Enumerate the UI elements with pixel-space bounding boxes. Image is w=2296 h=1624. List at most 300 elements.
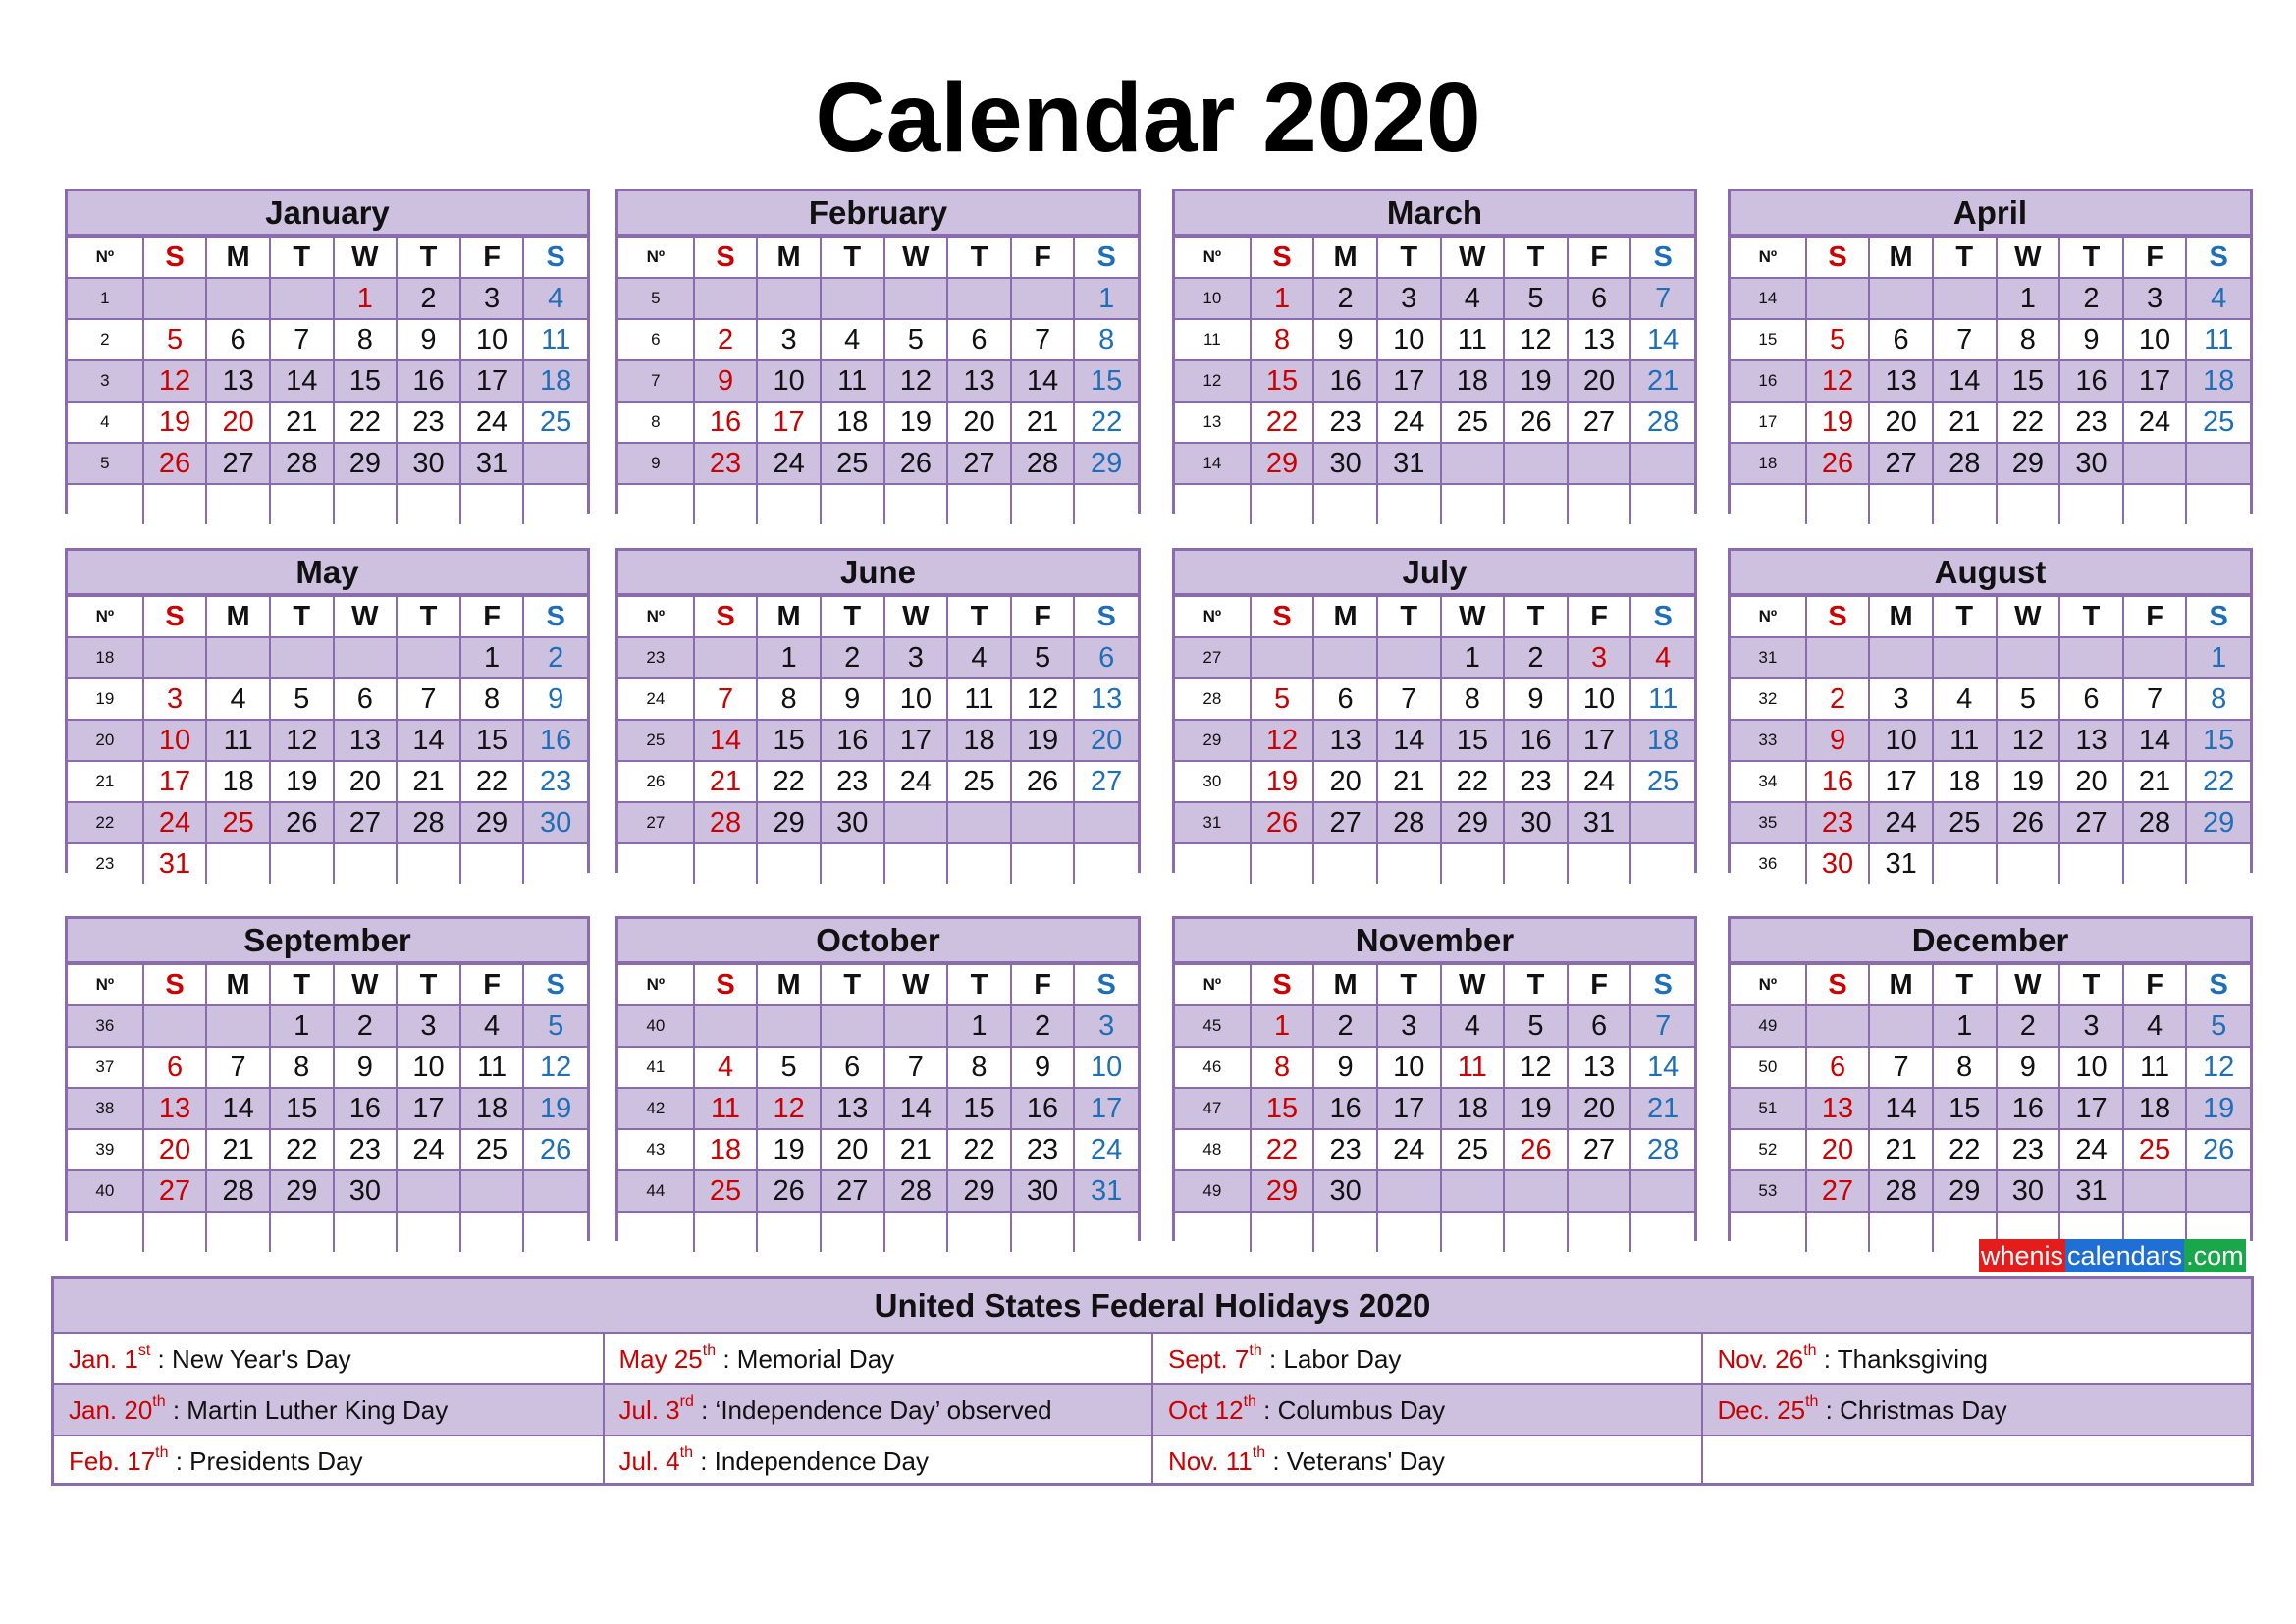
week-number: 49	[1175, 1170, 1251, 1212]
day-cell: 12	[1997, 720, 2060, 761]
day-cell	[1377, 1170, 1441, 1212]
week-row	[1175, 402, 1694, 443]
weekday-header-row	[1175, 964, 1694, 1005]
holiday-cell	[54, 1334, 604, 1384]
week-row	[1175, 319, 1694, 360]
day-cell: 3	[2123, 278, 2187, 319]
day-cell: 24	[2123, 402, 2187, 443]
day-cell: 2	[1313, 278, 1377, 319]
weekday-header: F	[2123, 596, 2187, 637]
week-number: 8	[618, 402, 694, 443]
weekday-header: T	[1933, 237, 1997, 278]
day-cell: 4	[694, 1047, 758, 1088]
week-number-header: Nº	[1175, 596, 1251, 637]
day-cell	[523, 443, 587, 484]
day-cell: 21	[1933, 402, 1997, 443]
month-october	[615, 916, 1141, 1241]
day-cell: 27	[1869, 443, 1933, 484]
week-row	[1175, 678, 1694, 720]
day-cell: 25	[1630, 761, 1694, 802]
week-number: 50	[1731, 1047, 1806, 1088]
holiday-cell	[1702, 1334, 2252, 1384]
weekday-header: T	[821, 237, 884, 278]
day-cell: 26	[1251, 802, 1314, 843]
day-cell: 4	[1630, 637, 1694, 678]
day-cell	[2059, 843, 2123, 884]
day-cell: 19	[143, 402, 207, 443]
holiday-date-suffix: th	[1252, 1443, 1266, 1461]
day-cell	[2186, 1170, 2250, 1212]
day-cell: 18	[2123, 1088, 2187, 1129]
day-cell: 19	[757, 1129, 821, 1170]
weekday-header: W	[334, 596, 398, 637]
week-row	[618, 678, 1138, 720]
week-number: 1	[68, 278, 143, 319]
day-cell: 11	[694, 1088, 758, 1129]
week-row	[68, 1129, 587, 1170]
week-number: 32	[1731, 678, 1806, 720]
week-row	[68, 1047, 587, 1088]
week-number-header: Nº	[1175, 237, 1251, 278]
day-cell: 22	[947, 1129, 1011, 1170]
brand-logo	[1979, 1239, 2246, 1272]
day-cell: 12	[1011, 678, 1075, 720]
week-number: 23	[68, 843, 143, 884]
day-cell: 8	[2186, 678, 2250, 720]
day-cell: 6	[1869, 319, 1933, 360]
weekday-header: W	[1997, 596, 2060, 637]
day-cell: 25	[523, 402, 587, 443]
week-number: 7	[618, 360, 694, 402]
day-cell: 1	[947, 1005, 1011, 1047]
week-row	[68, 1005, 587, 1047]
day-cell	[1313, 484, 1377, 524]
day-cell: 25	[1441, 402, 1505, 443]
week-number: 45	[1175, 1005, 1251, 1047]
day-cell: 22	[460, 761, 524, 802]
day-cell	[1933, 637, 1997, 678]
day-cell: 28	[206, 1170, 270, 1212]
day-cell: 1	[334, 278, 398, 319]
weekday-header: W	[1441, 237, 1505, 278]
day-cell: 12	[1806, 360, 1870, 402]
day-cell: 25	[2186, 402, 2250, 443]
holiday-name: : Independence Day	[693, 1445, 929, 1476]
day-cell: 26	[270, 802, 334, 843]
weekday-header: S	[694, 237, 758, 278]
week-number: 43	[618, 1129, 694, 1170]
month-name: December	[1731, 919, 2250, 963]
month-name: January	[68, 191, 587, 236]
month-name: October	[618, 919, 1138, 963]
day-cell: 23	[821, 761, 884, 802]
week-number-header: Nº	[1731, 237, 1806, 278]
day-cell: 28	[884, 1170, 948, 1212]
day-cell: 17	[460, 360, 524, 402]
day-cell: 13	[1568, 319, 1631, 360]
day-cell: 15	[1074, 360, 1138, 402]
day-cell: 19	[1251, 761, 1314, 802]
day-cell: 15	[2186, 720, 2250, 761]
week-number-header: Nº	[618, 596, 694, 637]
month-grid	[1731, 236, 2250, 524]
day-cell: 6	[334, 678, 398, 720]
day-cell: 8	[334, 319, 398, 360]
day-cell: 24	[884, 761, 948, 802]
day-cell	[1630, 1212, 1694, 1252]
weekday-header: S	[1074, 596, 1138, 637]
day-cell: 30	[1997, 1170, 2060, 1212]
month-grid	[1175, 963, 1694, 1252]
holiday-date: Jan. 1	[69, 1343, 138, 1374]
week-row	[1731, 1047, 2250, 1088]
holiday-cell	[1152, 1334, 1702, 1384]
day-cell: 29	[1251, 443, 1314, 484]
weekday-header: W	[884, 237, 948, 278]
day-cell: 13	[1869, 360, 1933, 402]
day-cell: 10	[397, 1047, 460, 1088]
weekday-header: S	[1806, 237, 1870, 278]
day-cell: 5	[1011, 637, 1075, 678]
holiday-cell	[604, 1435, 1153, 1486]
weekday-header: T	[1377, 964, 1441, 1005]
day-cell: 16	[1313, 1088, 1377, 1129]
day-cell: 23	[1806, 802, 1870, 843]
day-cell: 14	[1933, 360, 1997, 402]
day-cell	[694, 1212, 758, 1252]
day-cell: 14	[1377, 720, 1441, 761]
month-name: June	[618, 551, 1138, 595]
day-cell: 19	[1997, 761, 2060, 802]
day-cell: 30	[1806, 843, 1870, 884]
day-cell	[1074, 1212, 1138, 1252]
day-cell: 3	[1869, 678, 1933, 720]
day-cell: 5	[1806, 319, 1870, 360]
day-cell	[2186, 843, 2250, 884]
week-number	[618, 1212, 694, 1252]
day-cell: 18	[1933, 761, 1997, 802]
day-cell: 5	[523, 1005, 587, 1047]
day-cell	[1630, 484, 1694, 524]
day-cell: 3	[460, 278, 524, 319]
day-cell	[460, 1170, 524, 1212]
week-row	[1175, 1212, 1694, 1252]
day-cell: 11	[2123, 1047, 2187, 1088]
month-june	[615, 548, 1141, 873]
day-cell	[1568, 843, 1631, 884]
day-cell: 5	[270, 678, 334, 720]
day-cell: 22	[334, 402, 398, 443]
day-cell	[1441, 443, 1505, 484]
week-number: 30	[1175, 761, 1251, 802]
day-cell: 8	[460, 678, 524, 720]
holiday-cell	[54, 1384, 604, 1435]
day-cell: 9	[1504, 678, 1568, 720]
weekday-header: W	[884, 596, 948, 637]
holiday-name: : Martin Luther King Day	[165, 1394, 449, 1425]
day-cell	[884, 1212, 948, 1252]
day-cell	[1933, 843, 1997, 884]
day-cell: 25	[2123, 1129, 2187, 1170]
day-cell	[460, 843, 524, 884]
day-cell: 28	[1630, 402, 1694, 443]
day-cell: 25	[1441, 1129, 1505, 1170]
day-cell: 20	[334, 761, 398, 802]
day-cell	[2123, 843, 2187, 884]
day-cell: 23	[397, 402, 460, 443]
day-cell: 29	[757, 802, 821, 843]
weekday-header: M	[757, 964, 821, 1005]
day-cell: 10	[757, 360, 821, 402]
day-cell	[1869, 278, 1933, 319]
weekday-header: W	[334, 964, 398, 1005]
day-cell: 5	[1504, 1005, 1568, 1047]
day-cell	[1997, 637, 2060, 678]
day-cell: 13	[1074, 678, 1138, 720]
holidays-list	[54, 1334, 2251, 1486]
week-row	[1731, 402, 2250, 443]
day-cell: 29	[947, 1170, 1011, 1212]
weekday-header: T	[2059, 596, 2123, 637]
day-cell: 21	[270, 402, 334, 443]
day-cell: 16	[2059, 360, 2123, 402]
day-cell: 4	[947, 637, 1011, 678]
holiday-date: Dec. 25	[1717, 1394, 1806, 1425]
week-row	[618, 1005, 1138, 1047]
week-number: 40	[68, 1170, 143, 1212]
week-number: 42	[618, 1088, 694, 1129]
day-cell: 30	[1504, 802, 1568, 843]
day-cell	[884, 1005, 948, 1047]
day-cell: 15	[757, 720, 821, 761]
weekday-header: S	[143, 237, 207, 278]
month-november	[1172, 916, 1697, 1241]
day-cell: 7	[1377, 678, 1441, 720]
week-row	[1731, 802, 2250, 843]
week-number	[68, 484, 143, 524]
week-row	[68, 802, 587, 843]
holiday-date-suffix: th	[1803, 1341, 1817, 1359]
holiday-cell	[604, 1334, 1153, 1384]
day-cell: 14	[270, 360, 334, 402]
day-cell: 7	[1933, 319, 1997, 360]
holiday-date: Oct 12	[1168, 1394, 1244, 1425]
day-cell: 2	[694, 319, 758, 360]
day-cell: 16	[1806, 761, 1870, 802]
day-cell: 20	[1568, 360, 1631, 402]
day-cell: 8	[757, 678, 821, 720]
day-cell	[757, 843, 821, 884]
day-cell: 24	[460, 402, 524, 443]
day-cell: 5	[143, 319, 207, 360]
week-number: 23	[618, 637, 694, 678]
month-name: March	[1175, 191, 1694, 236]
day-cell: 25	[694, 1170, 758, 1212]
day-cell	[947, 843, 1011, 884]
day-cell	[1441, 843, 1505, 884]
day-cell: 9	[397, 319, 460, 360]
weekday-header: T	[1377, 596, 1441, 637]
week-number: 20	[68, 720, 143, 761]
day-cell: 9	[1011, 1047, 1075, 1088]
week-row	[1731, 843, 2250, 884]
day-cell	[206, 1005, 270, 1047]
day-cell: 15	[460, 720, 524, 761]
day-cell	[397, 1212, 460, 1252]
day-cell: 29	[2186, 802, 2250, 843]
day-cell: 28	[1933, 443, 1997, 484]
day-cell: 11	[1933, 720, 1997, 761]
day-cell: 13	[821, 1088, 884, 1129]
day-cell	[1504, 1212, 1568, 1252]
weekday-header: T	[821, 964, 884, 1005]
week-row	[68, 360, 587, 402]
day-cell: 8	[270, 1047, 334, 1088]
holiday-date: May 25	[618, 1343, 703, 1374]
day-cell: 17	[397, 1088, 460, 1129]
week-row	[68, 443, 587, 484]
day-cell: 2	[1313, 1005, 1377, 1047]
day-cell: 29	[270, 1170, 334, 1212]
day-cell: 15	[947, 1088, 1011, 1129]
holiday-name: : Columbus Day	[1255, 1394, 1446, 1425]
week-row	[1175, 360, 1694, 402]
holiday-name: : Thanksgiving	[1816, 1343, 1988, 1374]
day-cell: 21	[1630, 1088, 1694, 1129]
day-cell: 24	[757, 443, 821, 484]
day-cell	[694, 1005, 758, 1047]
day-cell: 4	[523, 278, 587, 319]
day-cell: 6	[1074, 637, 1138, 678]
day-cell: 9	[1806, 720, 1870, 761]
day-cell: 22	[1251, 402, 1314, 443]
day-cell: 15	[1997, 360, 2060, 402]
weekday-header: F	[1011, 596, 1075, 637]
week-number: 48	[1175, 1129, 1251, 1170]
day-cell	[1011, 1212, 1075, 1252]
day-cell: 7	[884, 1047, 948, 1088]
day-cell: 23	[1504, 761, 1568, 802]
day-cell	[884, 843, 948, 884]
day-cell: 30	[1011, 1170, 1075, 1212]
day-cell: 9	[334, 1047, 398, 1088]
weekday-header: T	[270, 596, 334, 637]
holiday-date-suffix: th	[155, 1443, 169, 1461]
day-cell: 6	[1568, 278, 1631, 319]
month-name: February	[618, 191, 1138, 236]
day-cell	[1251, 637, 1314, 678]
day-cell: 22	[757, 761, 821, 802]
week-row	[68, 319, 587, 360]
day-cell: 5	[757, 1047, 821, 1088]
weekday-header: T	[1504, 237, 1568, 278]
day-cell: 18	[206, 761, 270, 802]
week-number: 4	[68, 402, 143, 443]
day-cell: 29	[1441, 802, 1505, 843]
day-cell: 25	[206, 802, 270, 843]
week-number: 27	[1175, 637, 1251, 678]
day-cell: 2	[523, 637, 587, 678]
day-cell: 13	[2059, 720, 2123, 761]
week-number	[1175, 484, 1251, 524]
holiday-cell	[1152, 1384, 1702, 1435]
day-cell: 18	[523, 360, 587, 402]
day-cell: 27	[2059, 802, 2123, 843]
day-cell: 2	[821, 637, 884, 678]
weekday-header: W	[1997, 964, 2060, 1005]
day-cell: 19	[884, 402, 948, 443]
weekday-header: T	[947, 596, 1011, 637]
day-cell: 20	[1074, 720, 1138, 761]
day-cell: 7	[1011, 319, 1075, 360]
day-cell: 11	[1441, 319, 1505, 360]
day-cell: 19	[523, 1088, 587, 1129]
week-number: 11	[1175, 319, 1251, 360]
day-cell	[460, 484, 524, 524]
holiday-cell	[1152, 1435, 1702, 1486]
weekday-header-row	[618, 237, 1138, 278]
week-number: 26	[618, 761, 694, 802]
month-may	[65, 548, 590, 880]
day-cell	[523, 1170, 587, 1212]
day-cell: 26	[884, 443, 948, 484]
month-name: September	[68, 919, 587, 963]
day-cell	[334, 843, 398, 884]
day-cell: 7	[1630, 1005, 1694, 1047]
holiday-row	[54, 1384, 2251, 1435]
weekday-header-row	[68, 596, 587, 637]
week-row	[1731, 637, 2250, 678]
day-cell: 1	[757, 637, 821, 678]
month-grid	[68, 236, 587, 524]
weekday-header: M	[757, 596, 821, 637]
weekday-header: T	[1933, 596, 1997, 637]
weekday-header: S	[1806, 596, 1870, 637]
day-cell: 16	[334, 1088, 398, 1129]
week-row	[68, 484, 587, 524]
day-cell: 8	[1251, 319, 1314, 360]
day-cell: 2	[1997, 1005, 2060, 1047]
day-cell: 27	[143, 1170, 207, 1212]
day-cell	[1806, 484, 1870, 524]
day-cell	[1011, 484, 1075, 524]
holiday-date: Feb. 17	[69, 1445, 156, 1476]
weekday-header: T	[270, 964, 334, 1005]
weekday-header: F	[1568, 596, 1631, 637]
day-cell: 3	[884, 637, 948, 678]
week-row	[1175, 443, 1694, 484]
day-cell: 27	[1313, 802, 1377, 843]
week-number: 37	[68, 1047, 143, 1088]
weekday-header-row	[1175, 596, 1694, 637]
day-cell: 8	[1997, 319, 2060, 360]
weekday-header: S	[1251, 596, 1314, 637]
day-cell	[270, 278, 334, 319]
weekday-header: T	[397, 964, 460, 1005]
week-number: 2	[68, 319, 143, 360]
weekday-header: T	[397, 237, 460, 278]
day-cell: 24	[1074, 1129, 1138, 1170]
day-cell: 15	[1251, 1088, 1314, 1129]
weekday-header: F	[1568, 964, 1631, 1005]
day-cell: 19	[1504, 360, 1568, 402]
day-cell	[694, 637, 758, 678]
day-cell: 21	[1011, 402, 1075, 443]
day-cell: 3	[397, 1005, 460, 1047]
holiday-date-suffix: rd	[679, 1392, 694, 1410]
weekday-header: S	[1806, 964, 1870, 1005]
weekday-header: T	[1933, 964, 1997, 1005]
